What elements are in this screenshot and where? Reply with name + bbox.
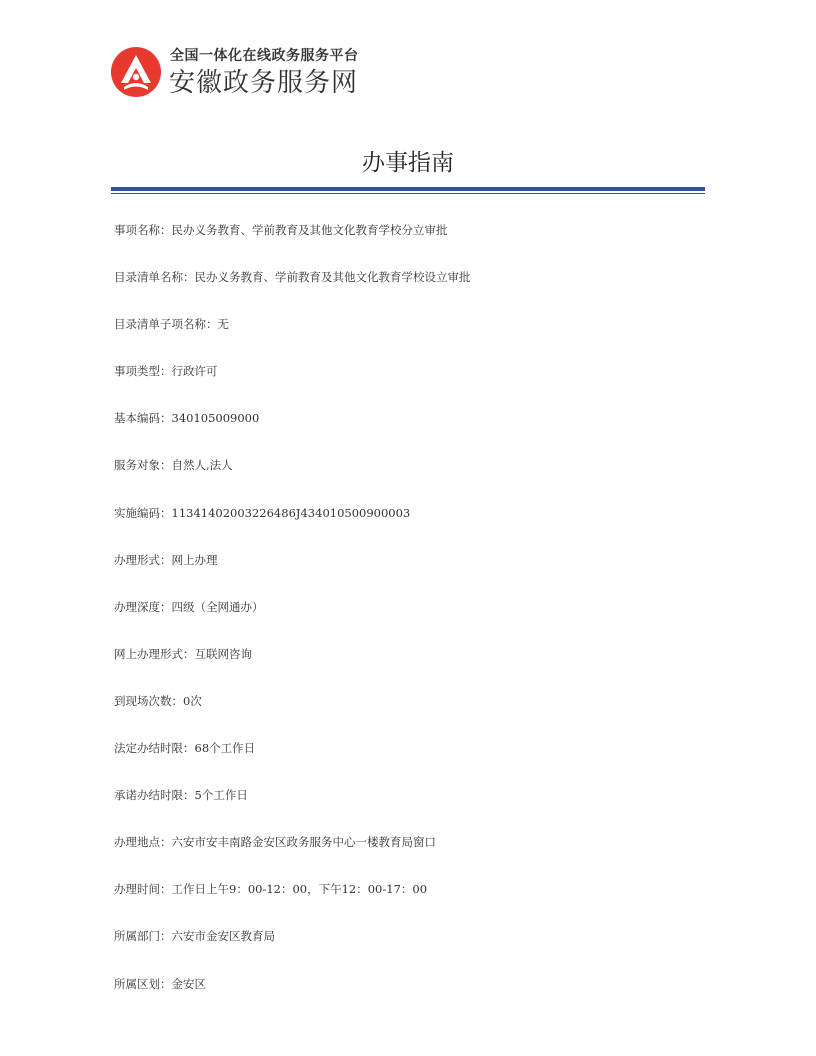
field-label: 办理深度： bbox=[114, 599, 172, 614]
field-value: 0次 bbox=[183, 693, 202, 708]
field-label: 目录清单子项名称： bbox=[114, 317, 218, 332]
site-logo[interactable] bbox=[110, 44, 410, 100]
field-office-hours bbox=[114, 881, 714, 928]
field-value: 四级（全网通办） bbox=[171, 599, 264, 614]
field-handling-depth bbox=[114, 599, 714, 646]
field-label: 办理时间： bbox=[114, 882, 172, 897]
field-label: 所属部门： bbox=[114, 929, 172, 944]
field-value: 5个工作日 bbox=[194, 788, 248, 803]
field-value: 六安市金安区教育局 bbox=[171, 929, 275, 944]
guide-fields bbox=[114, 222, 714, 1023]
field-region bbox=[114, 976, 714, 1023]
field-handling-form bbox=[114, 552, 714, 599]
field-label: 到现场次数： bbox=[114, 693, 183, 708]
field-online-form bbox=[114, 646, 714, 693]
field-location bbox=[114, 834, 714, 881]
field-value: 金安区 bbox=[171, 976, 206, 991]
field-catalog-subitem bbox=[114, 316, 714, 363]
field-basic-code bbox=[114, 410, 714, 457]
field-label: 基本编码： bbox=[114, 411, 172, 426]
field-implementation-code bbox=[114, 505, 714, 552]
logo-title: 安徽政务服务网 bbox=[169, 68, 359, 98]
field-label: 事项名称： bbox=[114, 223, 172, 237]
field-value: 互联网咨询 bbox=[194, 646, 252, 661]
field-department bbox=[114, 928, 714, 975]
field-value: 民办义务教育、学前教育及其他文化教育学校分立审批 bbox=[171, 223, 448, 237]
field-label: 法定办结时限： bbox=[114, 741, 195, 756]
field-value: 11341402003226486J434010500900003 bbox=[171, 505, 411, 520]
field-value: 民办义务教育、学前教育及其他文化教育学校设立审批 bbox=[194, 270, 471, 285]
field-value: 340105009000 bbox=[171, 411, 260, 426]
field-value: 工作日上午9：00-12：00，下午12：00-17：00 bbox=[171, 882, 428, 897]
field-label: 服务对象： bbox=[114, 458, 172, 473]
title-divider-thick bbox=[111, 187, 705, 191]
logo-subtitle: 全国一体化在线政务服务平台 bbox=[170, 48, 359, 64]
field-label: 实施编码： bbox=[114, 505, 172, 520]
field-label: 办理形式： bbox=[114, 552, 172, 567]
field-value: 行政许可 bbox=[171, 364, 218, 379]
field-item-name bbox=[114, 222, 714, 269]
field-promised-time-limit bbox=[114, 787, 714, 834]
field-label: 承诺办结时限： bbox=[114, 788, 195, 803]
field-label: 目录清单名称： bbox=[114, 270, 195, 285]
title-divider-thin bbox=[111, 193, 705, 194]
field-value: 自然人,法人 bbox=[171, 458, 233, 473]
field-label: 所属区划： bbox=[114, 976, 172, 991]
field-item-type bbox=[114, 363, 714, 410]
field-label: 事项类型： bbox=[114, 364, 172, 379]
field-value: 68个工作日 bbox=[194, 741, 256, 756]
page-title: 办事指南 bbox=[362, 150, 454, 176]
field-value: 六安市安丰南路金安区政务服务中心一楼教育局窗口 bbox=[171, 835, 436, 850]
field-value: 网上办理 bbox=[171, 552, 218, 567]
field-label: 网上办理形式： bbox=[114, 646, 195, 661]
field-label: 办理地点： bbox=[114, 835, 172, 850]
anhui-logo-icon bbox=[110, 46, 162, 98]
field-catalog-name bbox=[114, 269, 714, 316]
field-onsite-visits bbox=[114, 693, 714, 740]
field-value: 无 bbox=[217, 317, 229, 332]
field-service-target bbox=[114, 457, 714, 504]
field-legal-time-limit bbox=[114, 740, 714, 787]
